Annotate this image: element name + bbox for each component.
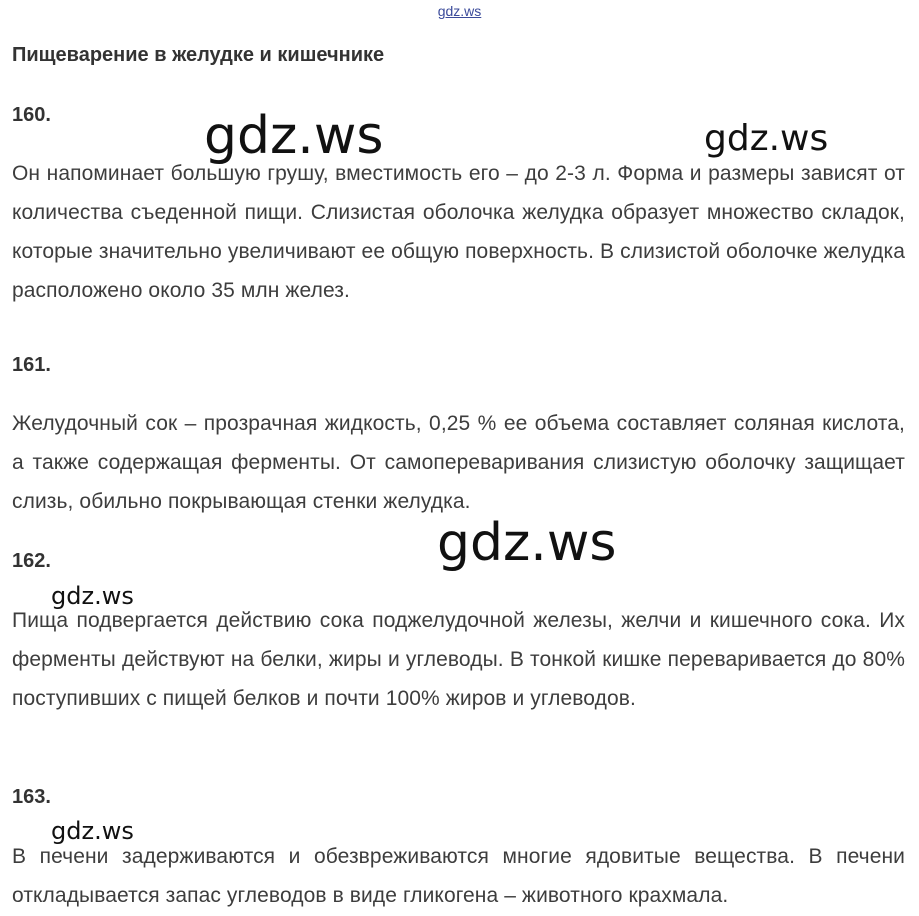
watermark-large-2: gdz.ws	[437, 513, 617, 573]
section-text-163: В печени задерживаются и обезвреживаются многие ядовитые вещества. В печени откладывается запас углеводов в виде гликогена – животного крахмала.	[12, 845, 905, 907]
section-text-161: Желудочный сок – прозрачная жидкость, 0,25 % ее объема составляет соляная кислота, а также содержащая ферменты. От самопереваривания слизистую оболочку защищает слизь, обильно покрывающая стенки желудка.	[12, 412, 905, 513]
page-title: Пищеварение в желудке и кишечнике	[12, 44, 385, 66]
watermark-large-1: gdz.ws	[204, 106, 384, 166]
section-text-162: Пища подвергается действию сока поджелудочной железы, желчи и кишечного сока. Их ферменты действуют на белки, жиры и углеводы. В тонкой кишке переваривается до 80% поступивших с пищей белков и почти 100% жиров и углеводов.	[12, 609, 905, 710]
site-watermark-top: gdz.ws	[437, 3, 482, 19]
section-number-163: 163.	[12, 786, 51, 808]
watermark-small-2: gdz.ws	[51, 817, 134, 845]
section-text-160: Он напоминает большую грушу, вместимость его – до 2-3 л. Форма и размеры зависят от количества съеденной пищи. Слизистая оболочка желудка образует множество складок, которые значительно увеличивают ее общую поверхность. В слизистой оболочке желудка расположено около 35 млн желез.	[12, 162, 905, 302]
section-number-160: 160.	[12, 104, 51, 126]
section-number-162: 162.	[12, 550, 51, 572]
watermark-small-1: gdz.ws	[51, 582, 134, 610]
watermark-medium-1: gdz.ws	[704, 118, 829, 159]
section-number-161: 161.	[12, 354, 51, 376]
